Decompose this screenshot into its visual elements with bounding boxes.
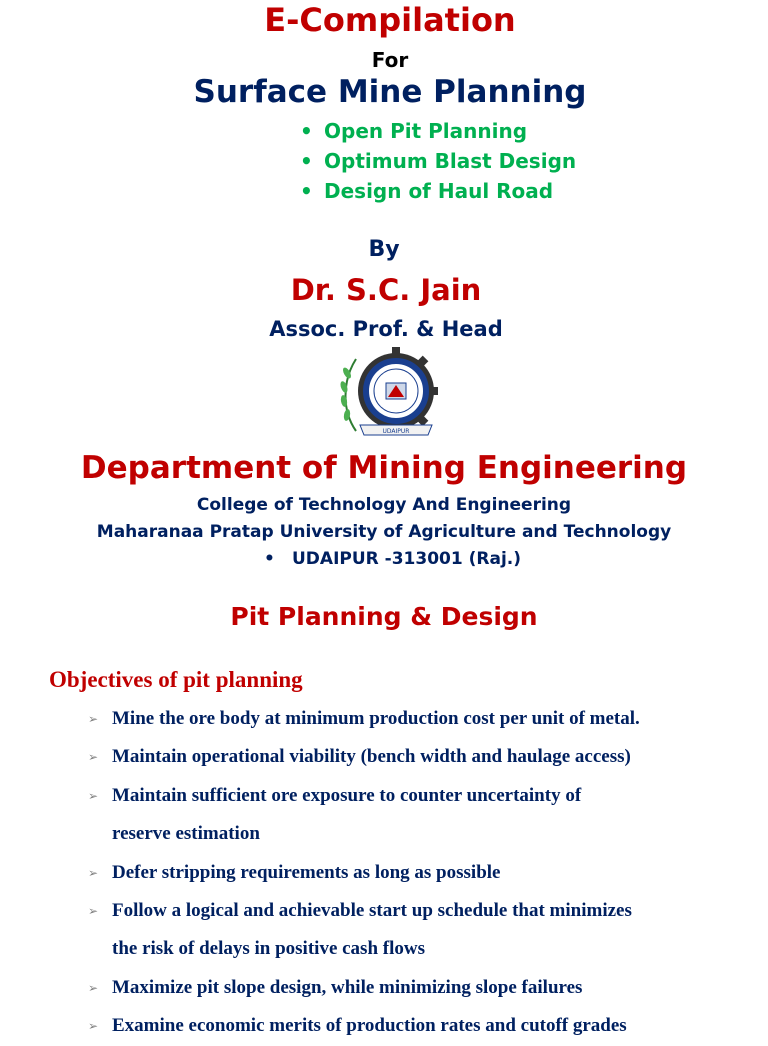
section-title: Pit Planning & Design xyxy=(230,602,538,631)
logo-motto: UDAIPUR xyxy=(382,428,410,435)
list-item: ➢ Maintain sufficient ore exposure to counter uncertainty of reserve estimation xyxy=(88,777,728,854)
topic-item: • Optimum Blast Design xyxy=(300,146,576,176)
list-item: ➢ Follow a logical and achievable start up schedule that minimizes the risk of delays in positive cash flows xyxy=(88,892,728,969)
list-item: ➢ Mine the ore body at minimum production cost per unit of metal. xyxy=(88,700,728,738)
document-subtitle: Surface Mine Planning xyxy=(193,74,587,110)
arrow-bullet-icon: ➢ xyxy=(88,865,99,880)
topic-list xyxy=(300,116,576,206)
university-name: Maharanaa Pratap University of Agriculture and Technology xyxy=(96,522,672,542)
bullet-icon: • xyxy=(300,179,313,203)
topic-item: • Open Pit Planning xyxy=(300,116,576,146)
author-role: Assoc. Prof. & Head xyxy=(269,317,503,341)
topic-item: • Design of Haul Road xyxy=(300,176,576,206)
document-title: E-Compilation xyxy=(264,1,516,39)
bullet-icon: • xyxy=(300,149,313,173)
arrow-bullet-icon: ➢ xyxy=(88,904,99,919)
department-name: Department of Mining Engineering xyxy=(80,450,688,486)
gear-icon xyxy=(358,347,438,429)
objectives-list xyxy=(88,700,728,1046)
author-name: Dr. S.C. Jain xyxy=(290,273,482,307)
list-item: ➢ Examine economic merits of production rates and cutoff grades xyxy=(88,1007,728,1045)
list-item: ➢ Maintain operational viability (bench width and haulage access) xyxy=(88,738,728,776)
university-emblem-icon xyxy=(332,347,450,443)
city-address: • UDAIPUR -313001 (Raj.) xyxy=(264,546,521,572)
arrow-bullet-icon: ➢ xyxy=(88,980,99,995)
college-name: College of Technology And Engineering xyxy=(196,495,572,515)
bullet-icon: • xyxy=(264,549,275,569)
arrow-bullet-icon: ➢ xyxy=(88,1019,99,1034)
list-item: ➢ Defer stripping requirements as long as possible xyxy=(88,854,728,892)
bullet-icon: • xyxy=(300,119,313,143)
list-item: ➢ Maximize pit slope design, while minimizing slope failures xyxy=(88,969,728,1007)
ribbon-icon xyxy=(360,425,432,435)
arrow-bullet-icon: ➢ xyxy=(88,750,99,765)
objectives-heading: Objectives of pit planning xyxy=(49,667,303,692)
by-label: By xyxy=(368,237,400,262)
arrow-bullet-icon: ➢ xyxy=(88,788,99,803)
arrow-bullet-icon: ➢ xyxy=(88,712,99,726)
for-label: For xyxy=(371,48,409,72)
